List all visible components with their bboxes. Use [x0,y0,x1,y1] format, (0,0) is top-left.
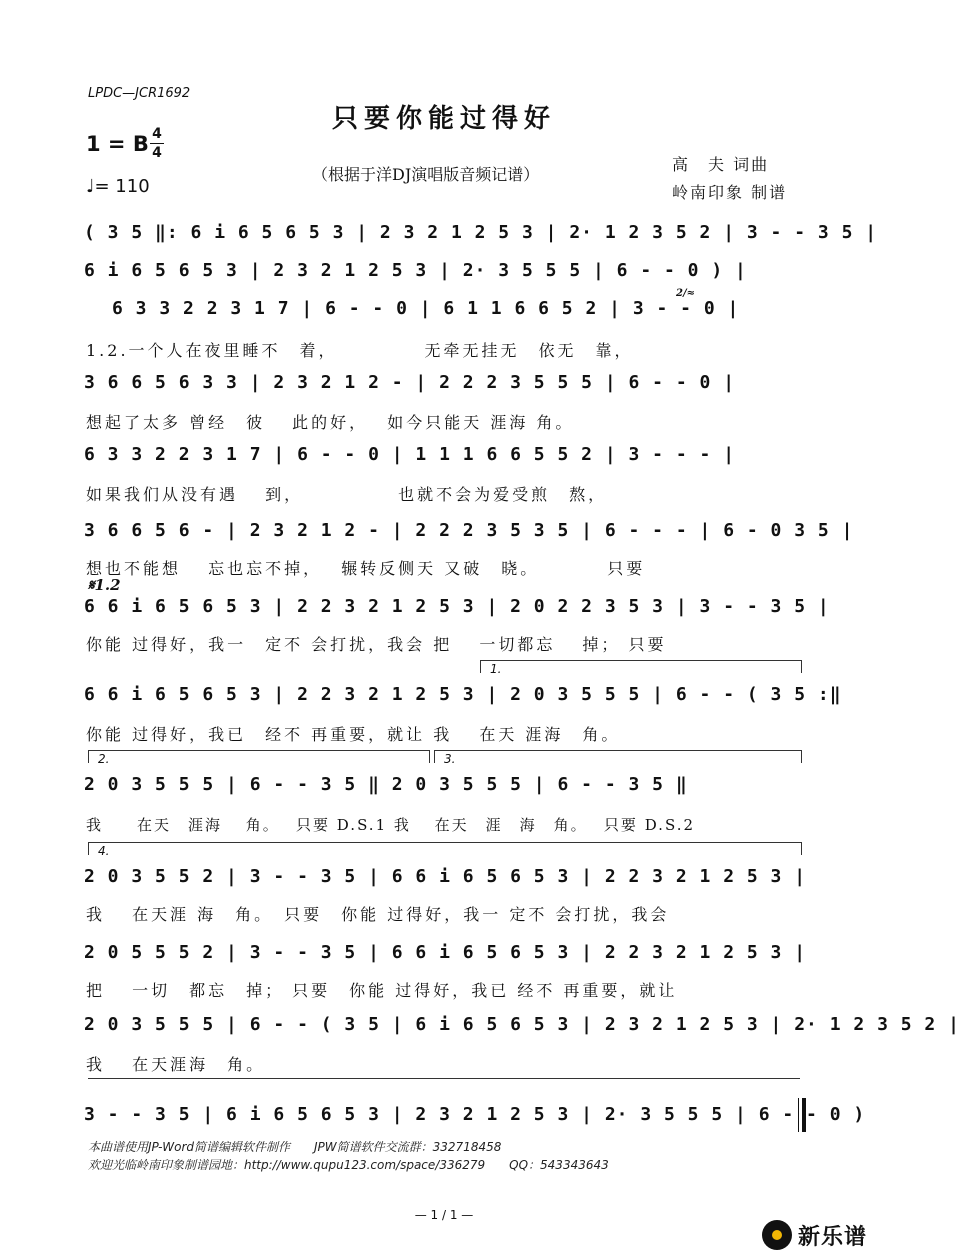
volta-label-1: 1. [490,662,502,676]
meter-top: 4 [152,126,162,142]
lyric-line-10: 我 在天涯海 角。 [86,1055,266,1074]
music-line-12: 2 0 3 5 5 5 | 6 - - ( 3 5 | 6 i 6 5 6 5 3 | 2 3 2 1 2 5 3 | 2· 1 2 3 5 2 | [84,1014,960,1035]
footer-line-2: 欢迎光临岭南印象制谱园地：http://www.qupu123.com/space/336279 QQ：543343643 [88,1158,609,1172]
final-barline [798,1098,806,1132]
meter-bar [150,143,164,144]
music-line-6: 3 6 6 5 6 - | 2 3 2 1 2 - | 2 2 2 3 5 3 5 | 6 - - - | 6 - 0 3 5 | [84,520,854,541]
volta-label-4: 4. [98,844,110,858]
time-signature [150,126,164,161]
tempo-marking [86,176,150,197]
meter-bottom: 4 [152,145,162,161]
music-line-10: 2 0 3 5 5 2 | 3 - - 3 5 | 6 6 i 6 5 6 5 3 | 2 2 3 2 1 2 5 3 | [84,866,807,887]
volta-bracket-1 [480,660,802,673]
music-line-2: 6 i 6 5 6 5 3 | 2 3 2 1 2 5 3 | 2· 3 5 5 5 | 6 - - 0 ) | [84,260,747,281]
music-line-5: 6 3 3 2 2 3 1 7 | 6 - - 0 | 1 1 1 6 6 5 5 2 | 3 - - - | [84,444,736,465]
lyric-line-9: 把 一切 都忘 掉； 只要 你能 过得好，我已 经不 再重要，就让 [86,981,678,1000]
volta-bracket-2 [88,750,430,763]
quarter-note-icon: ♩ [86,176,95,197]
system-divider [88,1078,800,1079]
lyric-line-2: 想起了太多 曾经 彼 此的好， 如今只能天 涯海 角。 [86,413,575,432]
lyric-line-4: 想也不能想 忘也忘不掉， 辗转反侧天 又破 晓。 只要 [86,559,646,578]
credit-arranger: 岭南印象 制谱 [672,183,788,202]
volta-label-2: 2. [98,752,110,766]
music-line-4: 3 6 6 5 6 3 3 | 2 3 2 1 2 - | 2 2 2 3 5 5 5 | 6 - - 0 | [84,372,736,393]
lyric-line-5: 你能 过得好，我一 定不 会打扰，我会 把 一切都忘 掉； 只要 [86,635,667,654]
music-line-13: 3 - - 3 5 | 6 i 6 5 6 5 3 | 2 3 2 1 2 5 3 | 2· 3 5 5 5 | 6 - - 0 ) [84,1104,866,1125]
key-signature: 1 = B [86,132,149,156]
segno-mark: 𝄋1.2 [88,576,121,594]
volta-bracket-3 [434,750,802,763]
subtitle: （根据于洋DJ演唱版音频记谱） [312,165,540,184]
site-logo [762,1218,867,1252]
song-title: 只要你能过得好 [331,104,556,134]
tempo-value: = 110 [94,176,150,197]
lyric-line-7: 我 在天 涯海 角。 只要 D.S.1 我 在天 涯 海 角。 只要 D.S.2 [86,816,696,834]
lyric-line-3: 如果我们从没有遇 到， 也就不会为爱受煎 熬， [86,485,608,504]
record-icon [762,1220,792,1250]
coda-mark: 2/≈ [676,288,695,299]
music-line-7: 6 6 i 6 5 6 5 3 | 2 2 3 2 1 2 5 3 | 2 0 2 2 3 5 3 | 3 - - 3 5 | [84,596,830,617]
music-line-8: 6 6 i 6 5 6 5 3 | 2 2 3 2 1 2 5 3 | 2 0 3 5 5 5 | 6 - - ( 3 5 :‖ [84,684,842,705]
score-code: LPDC—JCR1692 [88,86,191,101]
music-line-11: 2 0 5 5 5 2 | 3 - - 3 5 | 6 6 i 6 5 6 5 3 | 2 2 3 2 1 2 5 3 | [84,942,807,963]
music-line-9: 2 0 3 5 5 5 | 6 - - 3 5 ‖ 2 0 3 5 5 5 | 6 - - 3 5 ‖ [84,774,688,795]
music-line-3: 6 3 3 2 2 3 1 7 | 6 - - 0 | 6 1 1 6 6 5 2 | 3 - - 0 | [112,298,740,319]
music-line-1: ( 3 5 ‖: 6 i 6 5 6 5 3 | 2 3 2 1 2 5 3 | 2· 1 2 3 5 2 | 3 - - 3 5 | [84,222,878,243]
page-number: — 1 / 1 — [414,1208,474,1222]
volta-label-3: 3. [444,752,456,766]
lyric-line-6: 你能 过得好，我已 经不 再重要，就让 我 在天 涯海 角。 [86,725,621,744]
lyric-line-8: 我 在天涯 海 角。 只要 你能 过得好，我一 定不 会打扰，我会 [86,905,670,924]
logo-text: 新乐谱 [798,1224,868,1250]
volta-bracket-4 [88,842,802,855]
credit-author: 高 夫 词曲 [672,155,770,174]
lyric-line-1: 1.2.一个人在夜里睡不 着， 无牵无挂无 依无 靠， [86,341,634,360]
footer-line-1: 本曲谱使用JP-Word简谱编辑软件制作 JPW简谱软件交流群：332718458 [88,1140,502,1154]
